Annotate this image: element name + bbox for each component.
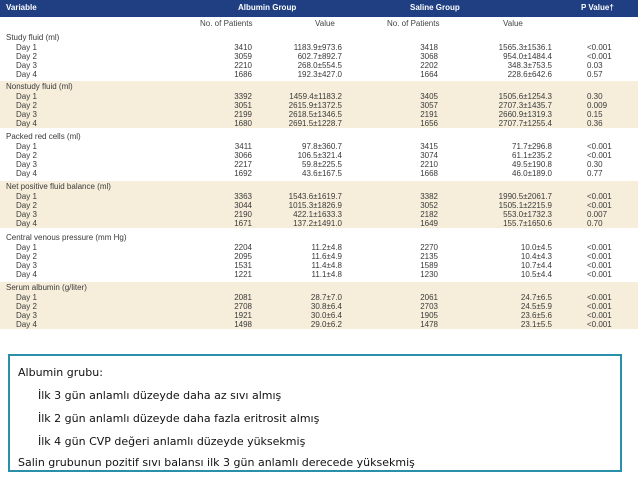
- row-day-label: Day 4: [16, 169, 37, 178]
- section-title-row: [0, 81, 638, 92]
- saline-value-cell: 61.1±235.2: [512, 151, 552, 160]
- header-p-value: P Value†: [581, 3, 614, 12]
- albumin-value-cell: 11.1±4.8: [311, 270, 342, 279]
- section-title: Net positive fluid balance (ml): [6, 182, 111, 191]
- saline-value-cell: 46.0±189.0: [512, 169, 552, 178]
- header-albumin-group: Albumin Group: [238, 3, 297, 12]
- note-line-3: İlk 4 gün CVP değeri anlamlı düzeyde yüksekmiş: [38, 435, 306, 448]
- row-day-label: Day 2: [16, 101, 37, 110]
- saline-value-cell: 228.6±642.6: [507, 70, 552, 79]
- albumin-value-cell: 11.4±4.8: [311, 261, 342, 270]
- subheader-albumin-n: No. of Patients: [200, 19, 253, 28]
- saline-patients-cell: 3415: [420, 142, 438, 151]
- row-day-label: Day 3: [16, 311, 37, 320]
- saline-value-cell: 1505.6±1254.3: [498, 92, 552, 101]
- saline-patients-cell: 1668: [420, 169, 438, 178]
- table-header: [0, 0, 638, 17]
- section-title-row: [0, 131, 638, 142]
- saline-patients-cell: 1664: [420, 70, 438, 79]
- saline-patients-cell: 1649: [420, 219, 438, 228]
- saline-value-cell: 2660.9±1319.3: [498, 110, 552, 119]
- albumin-value-cell: 11.2±4.8: [311, 243, 342, 252]
- row-day-label: Day 1: [16, 142, 37, 151]
- albumin-value-cell: 97.8±360.7: [302, 142, 342, 151]
- saline-patients-cell: 3405: [420, 92, 438, 101]
- header-variable: Variable: [6, 3, 37, 12]
- albumin-patients-cell: 1498: [234, 320, 252, 329]
- row-day-label: Day 3: [16, 210, 37, 219]
- saline-patients-cell: 3068: [420, 52, 438, 61]
- albumin-patients-cell: 1671: [234, 219, 252, 228]
- saline-patients-cell: 1656: [420, 119, 438, 128]
- note-line-4: Salin grubunun pozitif sıvı balansı ilk 3 gün anlamlı derecede yüksekmiş: [18, 456, 415, 469]
- subheader-albumin-value: Value: [315, 19, 335, 28]
- albumin-patients-cell: 3059: [234, 52, 252, 61]
- albumin-value-cell: 422.1±1633.3: [293, 210, 342, 219]
- saline-patients-cell: 1905: [420, 311, 438, 320]
- albumin-value-cell: 43.6±167.5: [302, 169, 342, 178]
- saline-patients-cell: 3074: [420, 151, 438, 160]
- albumin-patients-cell: 1531: [234, 261, 252, 270]
- p-value-cell: 0.36: [587, 119, 603, 128]
- table-row: [0, 270, 638, 279]
- table-row: [0, 320, 638, 329]
- row-day-label: Day 2: [16, 52, 37, 61]
- p-value-cell: 0.007: [587, 210, 608, 219]
- albumin-patients-cell: 3411: [234, 142, 252, 151]
- saline-value-cell: 10.4±4.3: [520, 252, 552, 261]
- albumin-patients-cell: 2708: [234, 302, 252, 311]
- saline-value-cell: 2707.7±1255.4: [498, 119, 552, 128]
- saline-value-cell: 10.7±4.4: [520, 261, 552, 270]
- table-section: [0, 232, 638, 279]
- saline-patients-cell: 2210: [420, 160, 438, 169]
- p-value-cell: <0.001: [587, 302, 612, 311]
- albumin-value-cell: 137.2±1491.0: [293, 219, 342, 228]
- p-value-cell: 0.30: [587, 160, 603, 169]
- row-day-label: Day 1: [16, 192, 37, 201]
- albumin-value-cell: 2615.9±1372.5: [288, 101, 342, 110]
- row-day-label: Day 2: [16, 302, 37, 311]
- row-day-label: Day 1: [16, 43, 37, 52]
- table-row: [0, 252, 638, 261]
- summary-note-box: [8, 354, 622, 472]
- p-value-cell: <0.001: [587, 151, 612, 160]
- note-line-2: İlk 2 gün anlamlı düzeyde daha fazla eritrosit almış: [38, 412, 320, 425]
- albumin-patients-cell: 1921: [234, 311, 252, 320]
- saline-value-cell: 10.0±4.5: [520, 243, 552, 252]
- albumin-patients-cell: 2210: [234, 61, 252, 70]
- albumin-patients-cell: 1680: [234, 119, 252, 128]
- albumin-value-cell: 192.3±427.0: [297, 70, 342, 79]
- table-row: [0, 219, 638, 228]
- albumin-value-cell: 106.5±321.4: [297, 151, 342, 160]
- note-line-1: İlk 3 gün anlamlı düzeyde daha az sıvı almış: [38, 389, 282, 402]
- table-row: [0, 160, 638, 169]
- saline-patients-cell: 3418: [420, 43, 438, 52]
- table-row: [0, 261, 638, 270]
- albumin-value-cell: 29.0±6.2: [310, 320, 342, 329]
- albumin-value-cell: 1015.3±1826.9: [288, 201, 342, 210]
- header-saline-group: Saline Group: [410, 3, 460, 12]
- row-day-label: Day 3: [16, 61, 37, 70]
- p-value-cell: 0.30: [587, 92, 603, 101]
- table-row: [0, 243, 638, 252]
- albumin-value-cell: 30.0±6.4: [310, 311, 342, 320]
- albumin-value-cell: 59.8±225.5: [302, 160, 342, 169]
- table-row: [0, 61, 638, 70]
- saline-patients-cell: 2270: [420, 243, 438, 252]
- row-day-label: Day 4: [16, 320, 37, 329]
- saline-value-cell: 49.5±190.8: [512, 160, 552, 169]
- albumin-value-cell: 1543.6±1619.7: [288, 192, 342, 201]
- p-value-cell: <0.001: [587, 293, 612, 302]
- albumin-value-cell: 30.8±6.4: [310, 302, 342, 311]
- row-day-label: Day 1: [16, 92, 37, 101]
- row-day-label: Day 2: [16, 252, 37, 261]
- p-value-cell: <0.001: [587, 43, 612, 52]
- saline-patients-cell: 3052: [420, 201, 438, 210]
- albumin-patients-cell: 2204: [234, 243, 252, 252]
- saline-value-cell: 10.5±4.4: [520, 270, 552, 279]
- table-row: [0, 101, 638, 110]
- row-day-label: Day 2: [16, 201, 37, 210]
- table-section: [0, 32, 638, 79]
- saline-value-cell: 24.7±6.5: [520, 293, 552, 302]
- saline-value-cell: 1990.5±2061.7: [498, 192, 552, 201]
- albumin-patients-cell: 3066: [234, 151, 252, 160]
- albumin-patients-cell: 3410: [234, 43, 252, 52]
- albumin-value-cell: 2618.5±1346.5: [288, 110, 342, 119]
- table-row: [0, 210, 638, 219]
- saline-patients-cell: 1230: [420, 270, 438, 279]
- table-section: [0, 131, 638, 178]
- table-row: [0, 70, 638, 79]
- saline-value-cell: 1505.1±2215.9: [498, 201, 552, 210]
- albumin-patients-cell: 3051: [234, 101, 252, 110]
- section-title: Packed red cells (ml): [6, 132, 81, 141]
- row-day-label: Day 1: [16, 293, 37, 302]
- section-title-row: [0, 282, 638, 293]
- table-row: [0, 302, 638, 311]
- albumin-value-cell: 1459.4±1183.2: [289, 92, 342, 101]
- table-subheader: [0, 17, 638, 31]
- p-value-cell: <0.001: [587, 192, 612, 201]
- saline-value-cell: 348.3±753.5: [507, 61, 552, 70]
- albumin-patients-cell: 3044: [234, 201, 252, 210]
- row-day-label: Day 3: [16, 261, 37, 270]
- table-section: [0, 81, 638, 128]
- note-heading: Albumin grubu:: [18, 366, 103, 379]
- albumin-value-cell: 11.6±4.9: [311, 252, 342, 261]
- table-row: [0, 119, 638, 128]
- saline-patients-cell: 2202: [420, 61, 438, 70]
- p-value-cell: 0.03: [587, 61, 603, 70]
- albumin-patients-cell: 2081: [234, 293, 252, 302]
- albumin-patients-cell: 3363: [234, 192, 252, 201]
- table-row: [0, 201, 638, 210]
- saline-patients-cell: 3382: [420, 192, 438, 201]
- albumin-value-cell: 28.7±7.0: [310, 293, 342, 302]
- p-value-cell: 0.15: [587, 110, 603, 119]
- table-row: [0, 151, 638, 160]
- p-value-cell: <0.001: [587, 142, 612, 151]
- row-day-label: Day 2: [16, 151, 37, 160]
- table-section: [0, 282, 638, 329]
- albumin-value-cell: 2691.5±1228.7: [288, 119, 342, 128]
- saline-patients-cell: 2182: [420, 210, 438, 219]
- saline-value-cell: 23.1±5.5: [520, 320, 552, 329]
- saline-patients-cell: 3057: [420, 101, 438, 110]
- saline-patients-cell: 1478: [420, 320, 438, 329]
- table-row: [0, 43, 638, 52]
- section-title-row: [0, 232, 638, 243]
- albumin-value-cell: 602.7±892.7: [297, 52, 342, 61]
- albumin-patients-cell: 3392: [234, 92, 252, 101]
- section-title: Nonstudy fluid (ml): [6, 82, 73, 91]
- row-day-label: Day 4: [16, 219, 37, 228]
- p-value-cell: 0.77: [587, 169, 603, 178]
- albumin-patients-cell: 1692: [234, 169, 252, 178]
- saline-value-cell: 23.6±5.6: [520, 311, 552, 320]
- saline-patients-cell: 2703: [420, 302, 438, 311]
- saline-value-cell: 553.0±1732.3: [503, 210, 552, 219]
- p-value-cell: <0.001: [587, 261, 612, 270]
- albumin-patients-cell: 2190: [234, 210, 252, 219]
- saline-patients-cell: 2135: [420, 252, 438, 261]
- table-row: [0, 52, 638, 61]
- row-day-label: Day 3: [16, 110, 37, 119]
- p-value-cell: <0.001: [587, 52, 612, 61]
- saline-patients-cell: 2061: [420, 293, 438, 302]
- p-value-cell: 0.70: [587, 219, 603, 228]
- albumin-patients-cell: 1221: [234, 270, 252, 279]
- table-row: [0, 142, 638, 151]
- albumin-value-cell: 268.0±554.5: [297, 61, 342, 70]
- table-row: [0, 110, 638, 119]
- table-row: [0, 293, 638, 302]
- saline-value-cell: 954.0±1484.4: [503, 52, 552, 61]
- saline-value-cell: 71.7±296.8: [512, 142, 552, 151]
- p-value-cell: <0.001: [587, 243, 612, 252]
- section-title: Central venous pressure (mm Hg): [6, 233, 127, 242]
- albumin-patients-cell: 2199: [234, 110, 252, 119]
- table-row: [0, 311, 638, 320]
- p-value-cell: <0.001: [587, 201, 612, 210]
- table-row: [0, 192, 638, 201]
- table-section: [0, 181, 638, 228]
- saline-patients-cell: 1589: [420, 261, 438, 270]
- row-day-label: Day 3: [16, 160, 37, 169]
- albumin-patients-cell: 2217: [234, 160, 252, 169]
- row-day-label: Day 4: [16, 119, 37, 128]
- saline-value-cell: 24.5±5.9: [520, 302, 552, 311]
- section-title: Study fluid (ml): [6, 33, 60, 42]
- p-value-cell: 0.009: [587, 101, 608, 110]
- row-day-label: Day 4: [16, 270, 37, 279]
- p-value-cell: <0.001: [587, 252, 612, 261]
- row-day-label: Day 1: [16, 243, 37, 252]
- albumin-value-cell: 1183.9±973.6: [293, 43, 342, 52]
- subheader-saline-n: No. of Patients: [387, 19, 440, 28]
- saline-patients-cell: 2191: [420, 110, 438, 119]
- section-title-row: [0, 181, 638, 192]
- saline-value-cell: 2707.3±1435.7: [498, 101, 552, 110]
- p-value-cell: <0.001: [587, 311, 612, 320]
- subheader-saline-value: Value: [503, 19, 523, 28]
- saline-value-cell: 155.7±1650.6: [503, 219, 552, 228]
- albumin-patients-cell: 1686: [234, 70, 252, 79]
- p-value-cell: <0.001: [587, 270, 612, 279]
- row-day-label: Day 4: [16, 70, 37, 79]
- saline-value-cell: 1565.3±1536.1: [498, 43, 552, 52]
- table-row: [0, 169, 638, 178]
- p-value-cell: <0.001: [587, 320, 612, 329]
- albumin-patients-cell: 2095: [234, 252, 252, 261]
- p-value-cell: 0.57: [587, 70, 603, 79]
- section-title-row: [0, 32, 638, 43]
- table-row: [0, 92, 638, 101]
- section-title: Serum albumin (g/liter): [6, 283, 87, 292]
